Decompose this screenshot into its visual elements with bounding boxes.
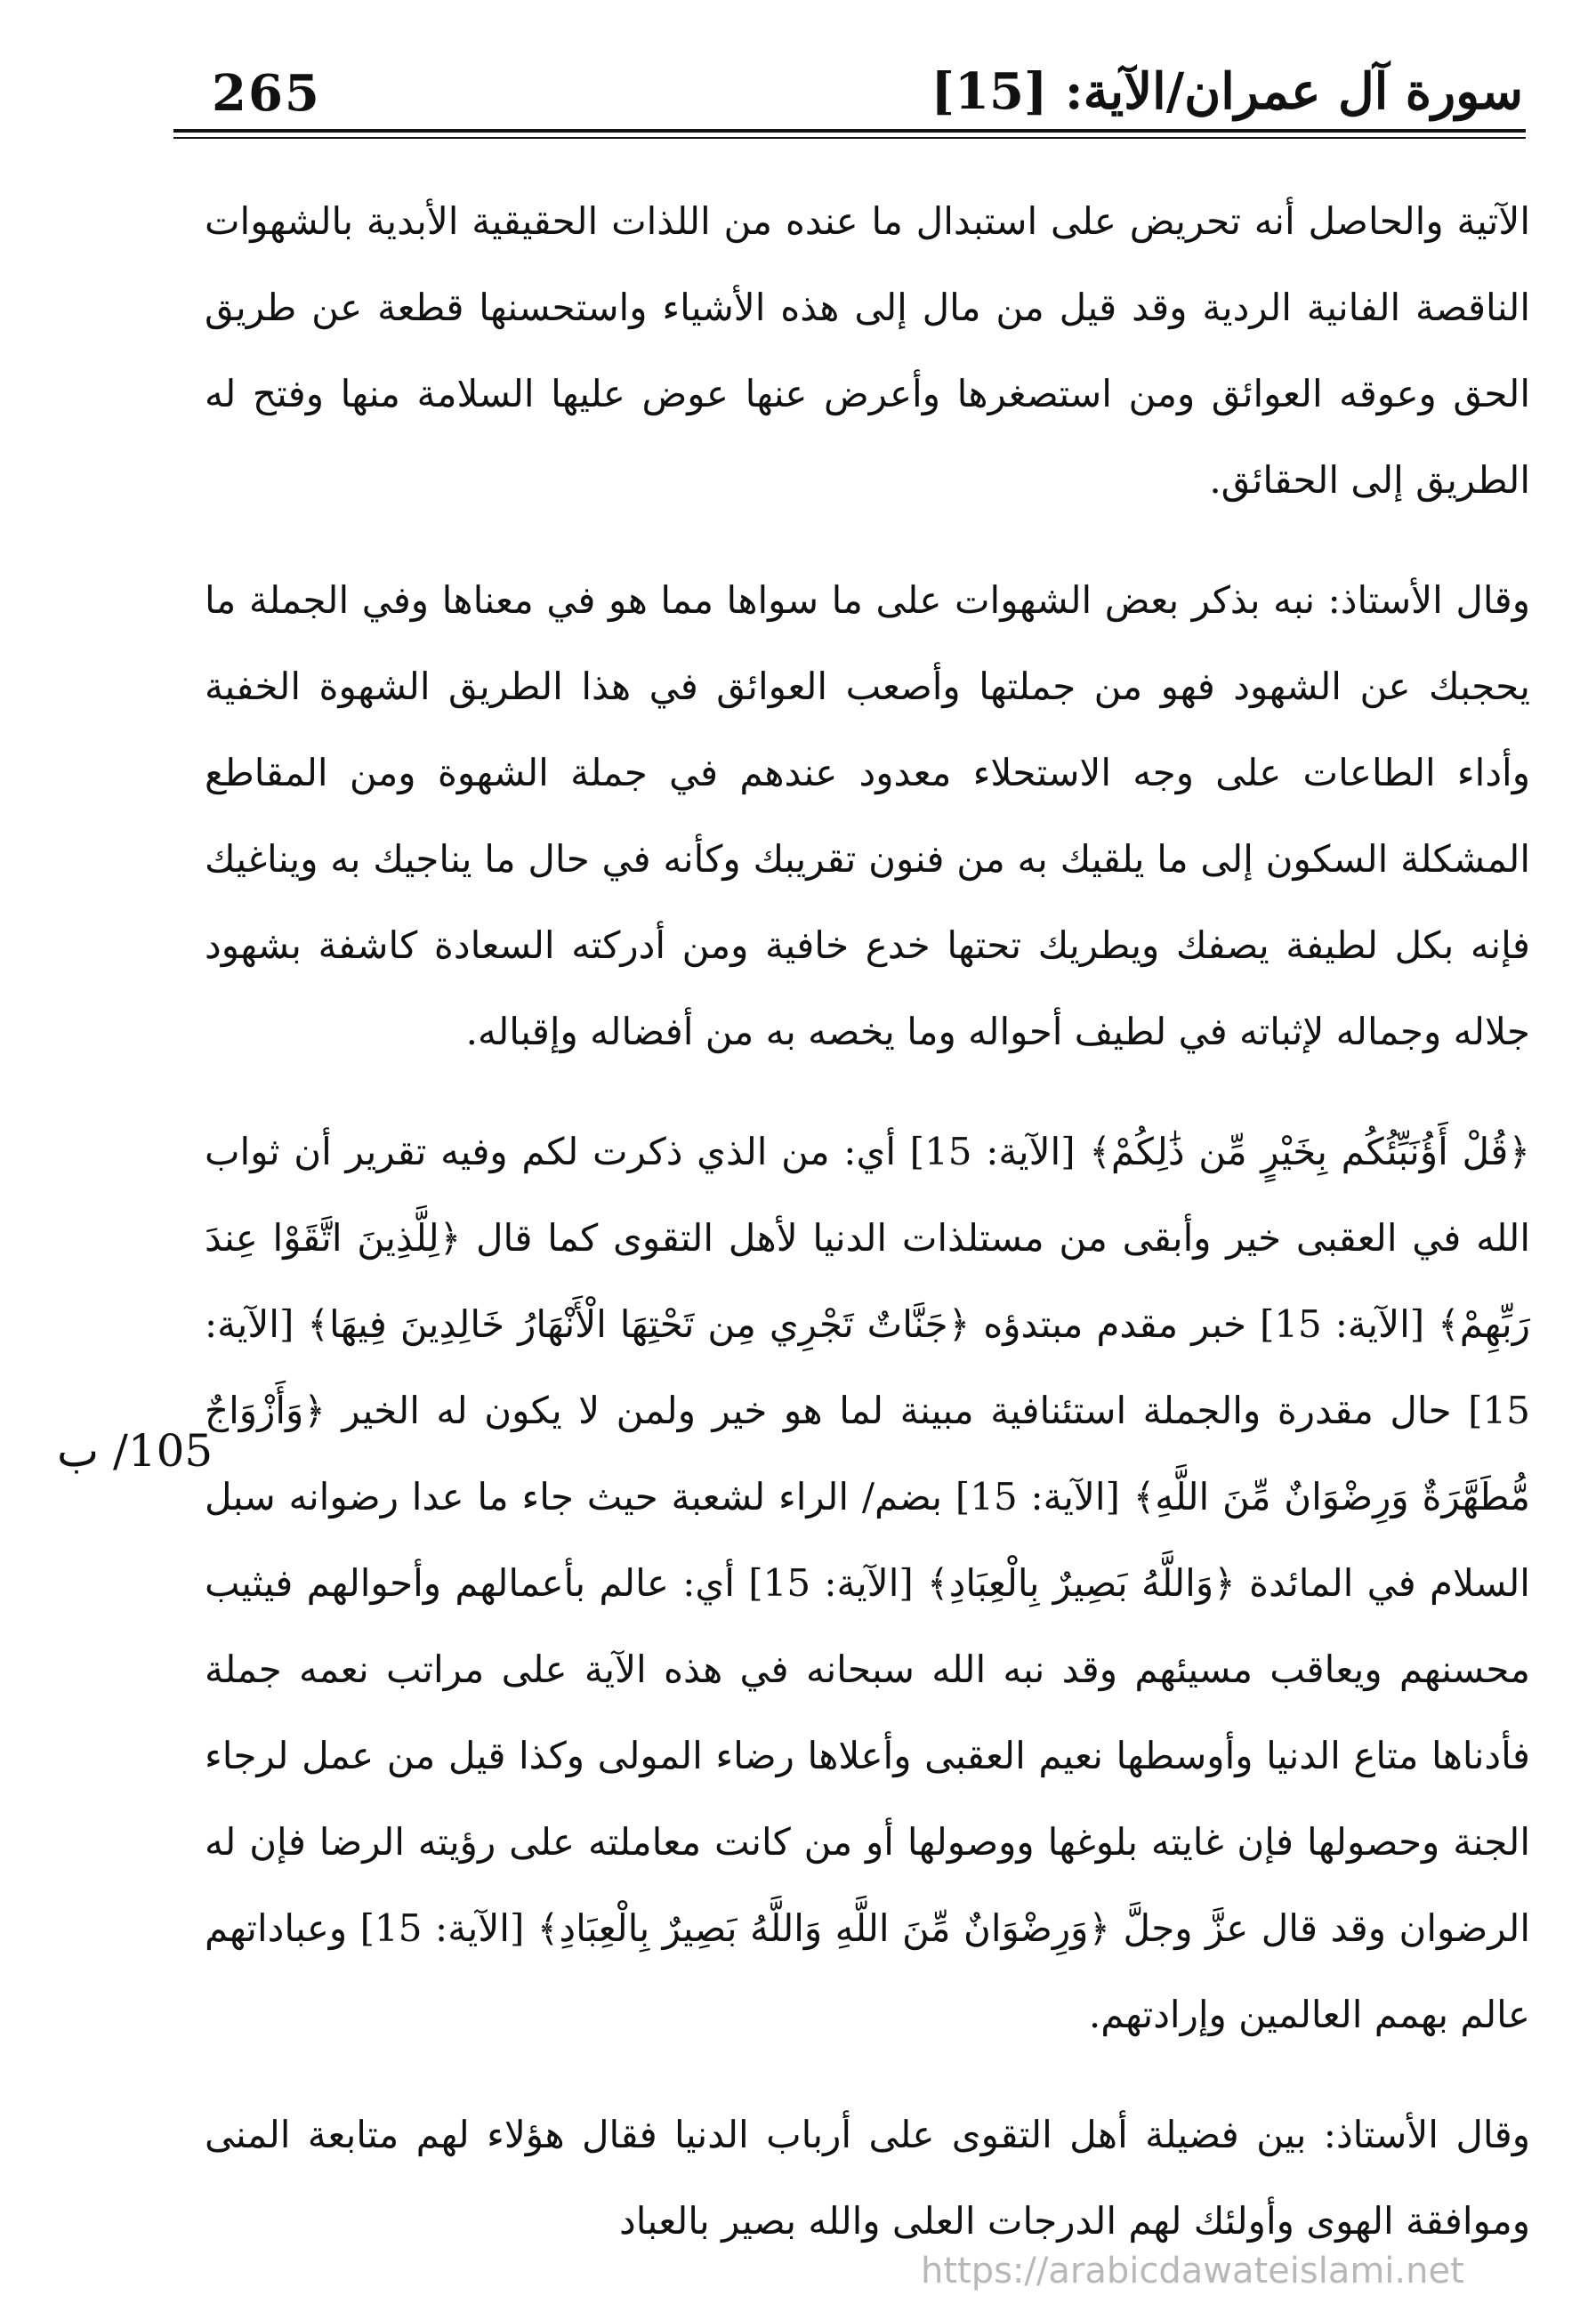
paragraph-3: ﴿قُلْ أَؤُنَبِّئُكُم بِخَيْرٍ مِّن ذَٰلِكُمْ﴾ [الآية: 15] أي: من الذي ذكرت لكم وفيه تقرير أن ثواب الله في العقبى خير وأبقى من مستلذات الدنيا لأهل التقوى كما قال ﴿لِلَّذِينَ اتَّقَوْا عِندَ رَبِّهِمْ﴾ [الآية: 15] خبر مقدم مبتدؤه ﴿جَنَّاتٌ تَجْرِي مِن تَحْتِهَا الْأَنْهَارُ خَالِدِينَ فِيهَا﴾ [الآية: 15] حال مقدرة والجملة استئنافية مبينة لما هو خير ولمن لا يكون له الخير ﴿وَأَزْوَاجٌ مُّطَهَّرَةٌ وَرِضْوَانٌ مِّنَ اللَّهِ﴾ [الآية: 15] بضم/ الراء لشعبة حيث جاء ما عدا رضوانه سبل السلام في المائدة ﴿وَاللَّهُ بَصِيرٌ بِالْعِبَادِ﴾ [الآية: 15] أي: عالم بأعمالهم وأحوالهم فيثيب محسنهم ويعاقب مسيئهم وقد نبه الله سبحانه في هذه الآية على مراتب نعمه جملة فأدناها متاع الدنيا وأوسطها نعيم العقبى وأعلاها رضاء المولى وكذا قيل من عمل لرجاء الجنة وحصولها فإن غايته بلوغها ووصولها أو من كانت معاملته على رؤيته الرضا فإن له الرضوان وقد قال عزَّ وجلَّ ﴿وَرِضْوَانٌ مِّنَ اللَّهِ وَاللَّهُ بَصِيرٌ بِالْعِبَادِ﴾ [الآية: 15] وعباداتهم عالم بهمم العالمين وإرادتهم. bbox=[205, 1130, 1531, 2036]
watermark-url: https://arabicdawateislami.net bbox=[921, 2251, 1464, 2292]
header-rule-thick bbox=[173, 129, 1526, 133]
page-number: 265 bbox=[212, 64, 321, 123]
paragraph-4: وقال الأستاذ: بين فضيلة أهل التقوى على أرباب الدنيا فقال هؤلاء لهم متابعة المنى وموافقة الهوى وأولئك لهم الدرجات العلى والله بصير بالعباد bbox=[205, 2113, 1530, 2243]
margin-folio-note: 105/ ب bbox=[57, 1425, 214, 1477]
page-header bbox=[0, 0, 1596, 151]
body-text bbox=[205, 178, 1530, 2298]
paragraph-2: وقال الأستاذ: نبه بذكر بعض الشهوات على ما سواها مما هو في معناها وفي الجملة ما يحجبك عن الشهود فهو من جملتها وأصعب العوائق في هذا الطريق الشهوة الخفية وأداء الطاعات على وجه الاستحلاء معدود عندهم في جملة الشهوة ومن المقاطع المشكلة السكون إلى ما يلقيك به من فنون تقريبك وكأنه في حال ما يناجيك به ويناغيك فإنه بكل لطيفة يصفك ويطريك تحتها خدع خافية ومن أدركته السعادة كاشفة بشهود جلاله وجماله لإثباته في لطيف أحواله وما يخصه به من أفضاله وإقباله. bbox=[205, 578, 1530, 1053]
paragraph-1: الآتية والحاصل أنه تحريض على استبدال ما عنده من اللذات الحقيقية الأبدية بالشهوات الناقصة الفانية الردية وقد قيل من مال إلى هذه الأشياء واستحسنها قطعة عن طريق الحق وعوقه العوائق ومن استصغرها وأعرض عنها عوض عليها السلامة منها وفتح له الطريق إلى الحقائق. bbox=[205, 199, 1530, 502]
header-rule-thin bbox=[173, 137, 1526, 139]
running-title: سورة آل عمران/الآية: [15] bbox=[931, 62, 1523, 121]
